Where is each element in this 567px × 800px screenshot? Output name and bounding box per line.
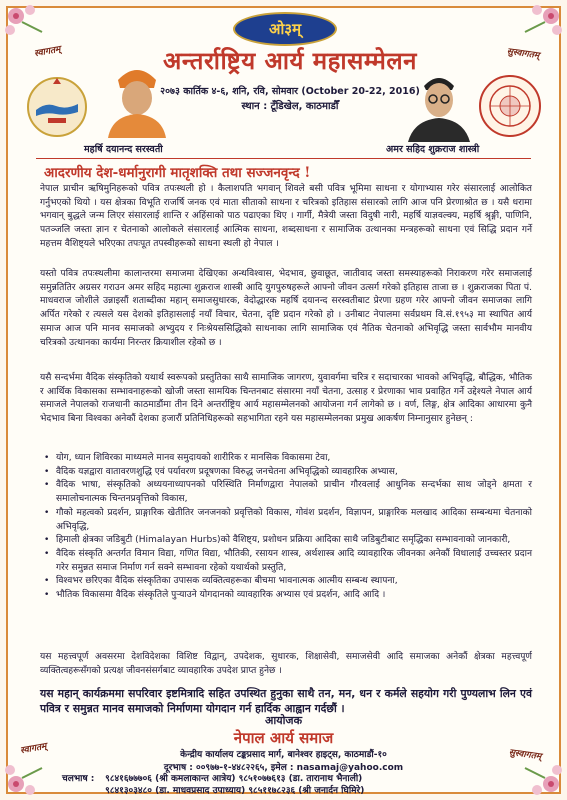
welcome-stamp: स्वागतम् [19,741,48,757]
nepal-map-emblem-icon [26,76,88,138]
list-item: • हिमाली क्षेत्रका जडिबुटी (Himalayan Hurbs)को वैशिष्ट्य, प्रशोधन प्रक्रिया आदिका साथै जडिबुटीबाट समृद्धिका सम्भावनाको जानकारी, [40,534,532,548]
flower-corner-icon [2,2,50,50]
welcome-stamp: सुस्वागतम् [505,46,540,62]
contact-item: ९८५११७८२३६ (श्री जनार्दन घिमिरे) [248,786,365,796]
divider [36,158,531,159]
list-item: • भौतिक विकासमा वैदिक संस्कृतिले पुऱ्याउने योगदानको व्यावहारिक अभ्यास एवं प्रदर्शन, आदि आदि । [40,589,532,603]
event-venue: स्थान : टूँडिखेल, काठमाडौँ [241,101,339,112]
page-title: अन्तर्राष्ट्रिय आर्य महासम्मेलन [163,46,417,75]
mobile-label: चलभाष : [62,774,95,784]
organizer-label: आयोजक [264,714,303,727]
contact-row [62,773,364,785]
caption-shukraraj: अमर सहिद शुक्रराज शास्त्री [386,144,480,155]
event-date: २०७३ कार्तिक ४-६, शनि, रवि, सोमवार (October 20-22, 2016) [160,86,420,97]
list-item: • वैदिक यज्ञद्वारा वातावरणशुद्धि एवं पर्यावरण प्रदूषणका विरुद्ध जनचेतना अभिवृद्धिको व्यावहारिक अभ्यास, [40,466,532,480]
list-item: • गौको महत्वको प्रदर्शन, प्राङ्गारिक खेतीतिर जनजनको प्रवृत्तिको विकास, गोवंश प्रदर्शन, विज्ञापन, प्राङ्गारिक मलखाद आदिका सम्बन्धमा चेतनाको अभिवृद्धि, [40,507,532,534]
flower-corner-icon [517,2,565,50]
office-address: केन्द्रीय कार्यालय टङ्कप्रसाद मार्ग, बानेश्वर हाइट्स, काठमाडौं-१० [180,750,387,760]
portrait-shukraraj [404,62,474,142]
list-item: • विश्वभर छरिएका वैदिक संस्कृतिका उपासक व्यक्तित्वहरूका बीचमा भावनात्मक आत्मीय सम्बन्ध स्थापना, [40,575,532,589]
arya-samaj-seal-icon [478,74,542,138]
salutation: आदरणीय देश-धर्मानुरागी मातृशक्ति तथा सज्जनवृन्द ! [44,165,311,181]
list-item: • वैदिक संस्कृति अन्तर्गत विमान विद्या, गणित विद्या, भौतिकी, रसायन शास्त्र, अर्थशास्त्र आदि व्यावहारिक जीवनका अनेकौं विधालाई उच्चस्तर प्रदान गरेर समुन्नत समाज निर्माण गर्न सक्ने सम्भावना रहेको यथार्थको प्रस्तुति, [40,548,532,575]
list-item: • वैदिक भाषा, संस्कृतिको अध्ययनाध्यापनको परिस्थिति निर्माणद्वारा नेपालको प्राचीन गौरवलाई आधुनिक सन्दर्भका साथ जोड्ने क्षमता र समालोचनात्मक चिन्तनप्रवृत्तिको विकास, [40,479,532,506]
organizer-name: नेपाल आर्य समाज [233,729,334,747]
closing-appeal: यस महान् कार्यक्रममा सपरिवार इष्टमित्रादि सहित उपस्थित हुनुका साथै तन, मन, धन र कर्मले सहयोग गरी पुण्यलाभ लिन एवं पवित्र र समुन्नत मानव समाजको निर्माणमा योगदान गर्न हार्दिक आह्वान गर्दछौं । [40,687,532,715]
contact-item: ९८५१०७७६१३ (डा. तारानाथ भैनाली) [238,774,363,784]
caption-dayananda: महर्षि दयानन्द सरस्वती [84,144,163,155]
paragraph-3: यसै सन्दर्भमा वैदिक संस्कृतिको यथार्थ स्वरूपको प्रस्तुतिका साथै सामाजिक जागरण, युवावर्गमा चरित्र र सदाचारका भावको अभिवृद्धि, बौद्धिक, भौतिक र आर्थिक विकासका सम्भावनाहरूको खोजी जस्ता सामयिक चिन्तनबाट संसारमा नयाँ चेतना, उत्साह र प्रेरणाका भाव प्रवाहित गर्ने उद्देश्यले नेपाल आर्य समाजले नेपालको राजधानी काठमाडौंमा तीन दिने अन्तर्राष्ट्रिय आर्य महासम्मेलनको आयोजना गर्न लागेको छ । वर्ण, लिङ्ग, क्षेत्र आदिका आधारमा कुनै भेदभाव बिना विश्वका अनेकौं देशका हजारौं प्रतिनिधिहरूको सहभागिता रहने यस महासम्मेलनका प्रमुख आकर्षण निम्नानुसार हुनेछन् : [40,373,532,425]
paragraph-2: यस्तो पवित्र तपःस्थलीमा कालान्तरमा समाजमा देखिएका अन्धविश्वास, भेदभाव, छुवाछूत, जातीवाद जस्ता समस्याहरूको निराकरण गरेर समाजलाई समुन्नतितिर अग्रसर गराउन अमर सहिद महात्मा शुक्रराज शास्त्री आदि युगपुरुषहरूले आफ्नो जीवन उत्सर्ग गरेको इतिहास ताजा छ । शुक्रराजका पिता पं. माधवराज जोशीले उन्नाइसौं शताब्दीका महान् समाजसुधारक, वेदोद्धारक महर्षि दयानन्द सरस्वतीबाट प्रेरणा ग्रहण गरेर आफ्नो जीवन समाजका लागि अर्पित गरेको र त्यसले यस देशको इतिहासलाई नयाँ विचार, चेतना, दृष्टि प्रदान गरेको हो । उनीबाट नेपालमा सर्वप्रथम वि.सं.१९५३ मा स्थापित आर्य समाज आज पनि मानव समाजको अभ्युदय र निःश्रेयससिद्धिको साधनाका लागि सामाजिक एवं नैतिक चेतनाको अभिवृद्धि जस्ता सार्वभौम मानवीय चरित्रको उत्थानका कार्यमा निरन्तर क्रियाशील रहेको छ । [40,269,532,348]
paragraph-1: नेपाल प्राचीन ऋषिमुनिहरूको पवित्र तपःस्थली हो । कैलाशपति भगवान् शिवले बसी पवित्र भूमिमा साधना र योगाभ्यास गरेर संसारलाई आलोकित गर्नुभएको थियो । यस क्षेत्रका विभूति राजर्षि जनक एवं माता सीताको साधना र चरित्रको इतिहास संसारको लागि आज पनि प्रेरणाश्रोत छ । यसै धरामा भगवान् बुद्धले जन्म लिएर संसारलाई शान्ति र अहिंसाको पाठ पढाएका थिए । गार्गी, मैत्रेयी जस्ता विदुषी नारी, महर्षि याज्ञवल्क्य, महर्षि श्रृङ्गी, पाणिनि, पतञ्जलि जस्ता ज्ञान र चेतनाको आलोकले संसारलाई आत्मिक साधना, शब्दसाधना र सामाजिक उत्थानका मन्त्रहरूको साधना एवं सिद्धि प्रदान गर्ने महत्तम वैशिष्ट्यले भरिएका तपःपूत तपस्वीहरूको साधना स्थली हो नेपाल । [40,184,532,249]
contact-item: ९८४१६७७७०६ (श्री कमलाकान्त आत्रेय) [105,774,236,784]
contact-row [62,785,364,797]
list-item: • योग, ध्यान शिविरका माध्यमले मानव समुदायको शारीरिक र मानसिक विकासमा टेवा, [40,452,532,466]
welcome-stamp: सुस्वागतम् [507,747,542,763]
welcome-stamp: स्वागतम् [33,44,62,60]
attractions-list [40,452,532,603]
mobile-contacts [62,773,364,797]
paragraph-4: यस महत्त्वपूर्ण अवसरमा देशविदेशका विशिष्ट विद्वान्, उपदेशक, सुधारक, शिक्षासेवी, समाजसेवी आदि समाजका अनेकौं क्षेत्रका महत्त्वपूर्ण व्यक्तित्वहरूसँगको प्रत्यक्ष जीवनसंसर्गबाट व्यावहारिक उपदेश प्राप्त हुनेछ । [40,652,532,676]
portrait-dayananda [102,58,172,138]
om-emblem-icon: ओ३म् [233,12,337,46]
phone-email: दूरभाष : ००९७७-१-४४८२२६५, इमेल : nasamaj@yahoo.com [163,763,404,773]
contact-item: ९८४१३०३४८० (डा. माधवप्रसाद उपाध्याय) [105,786,246,796]
